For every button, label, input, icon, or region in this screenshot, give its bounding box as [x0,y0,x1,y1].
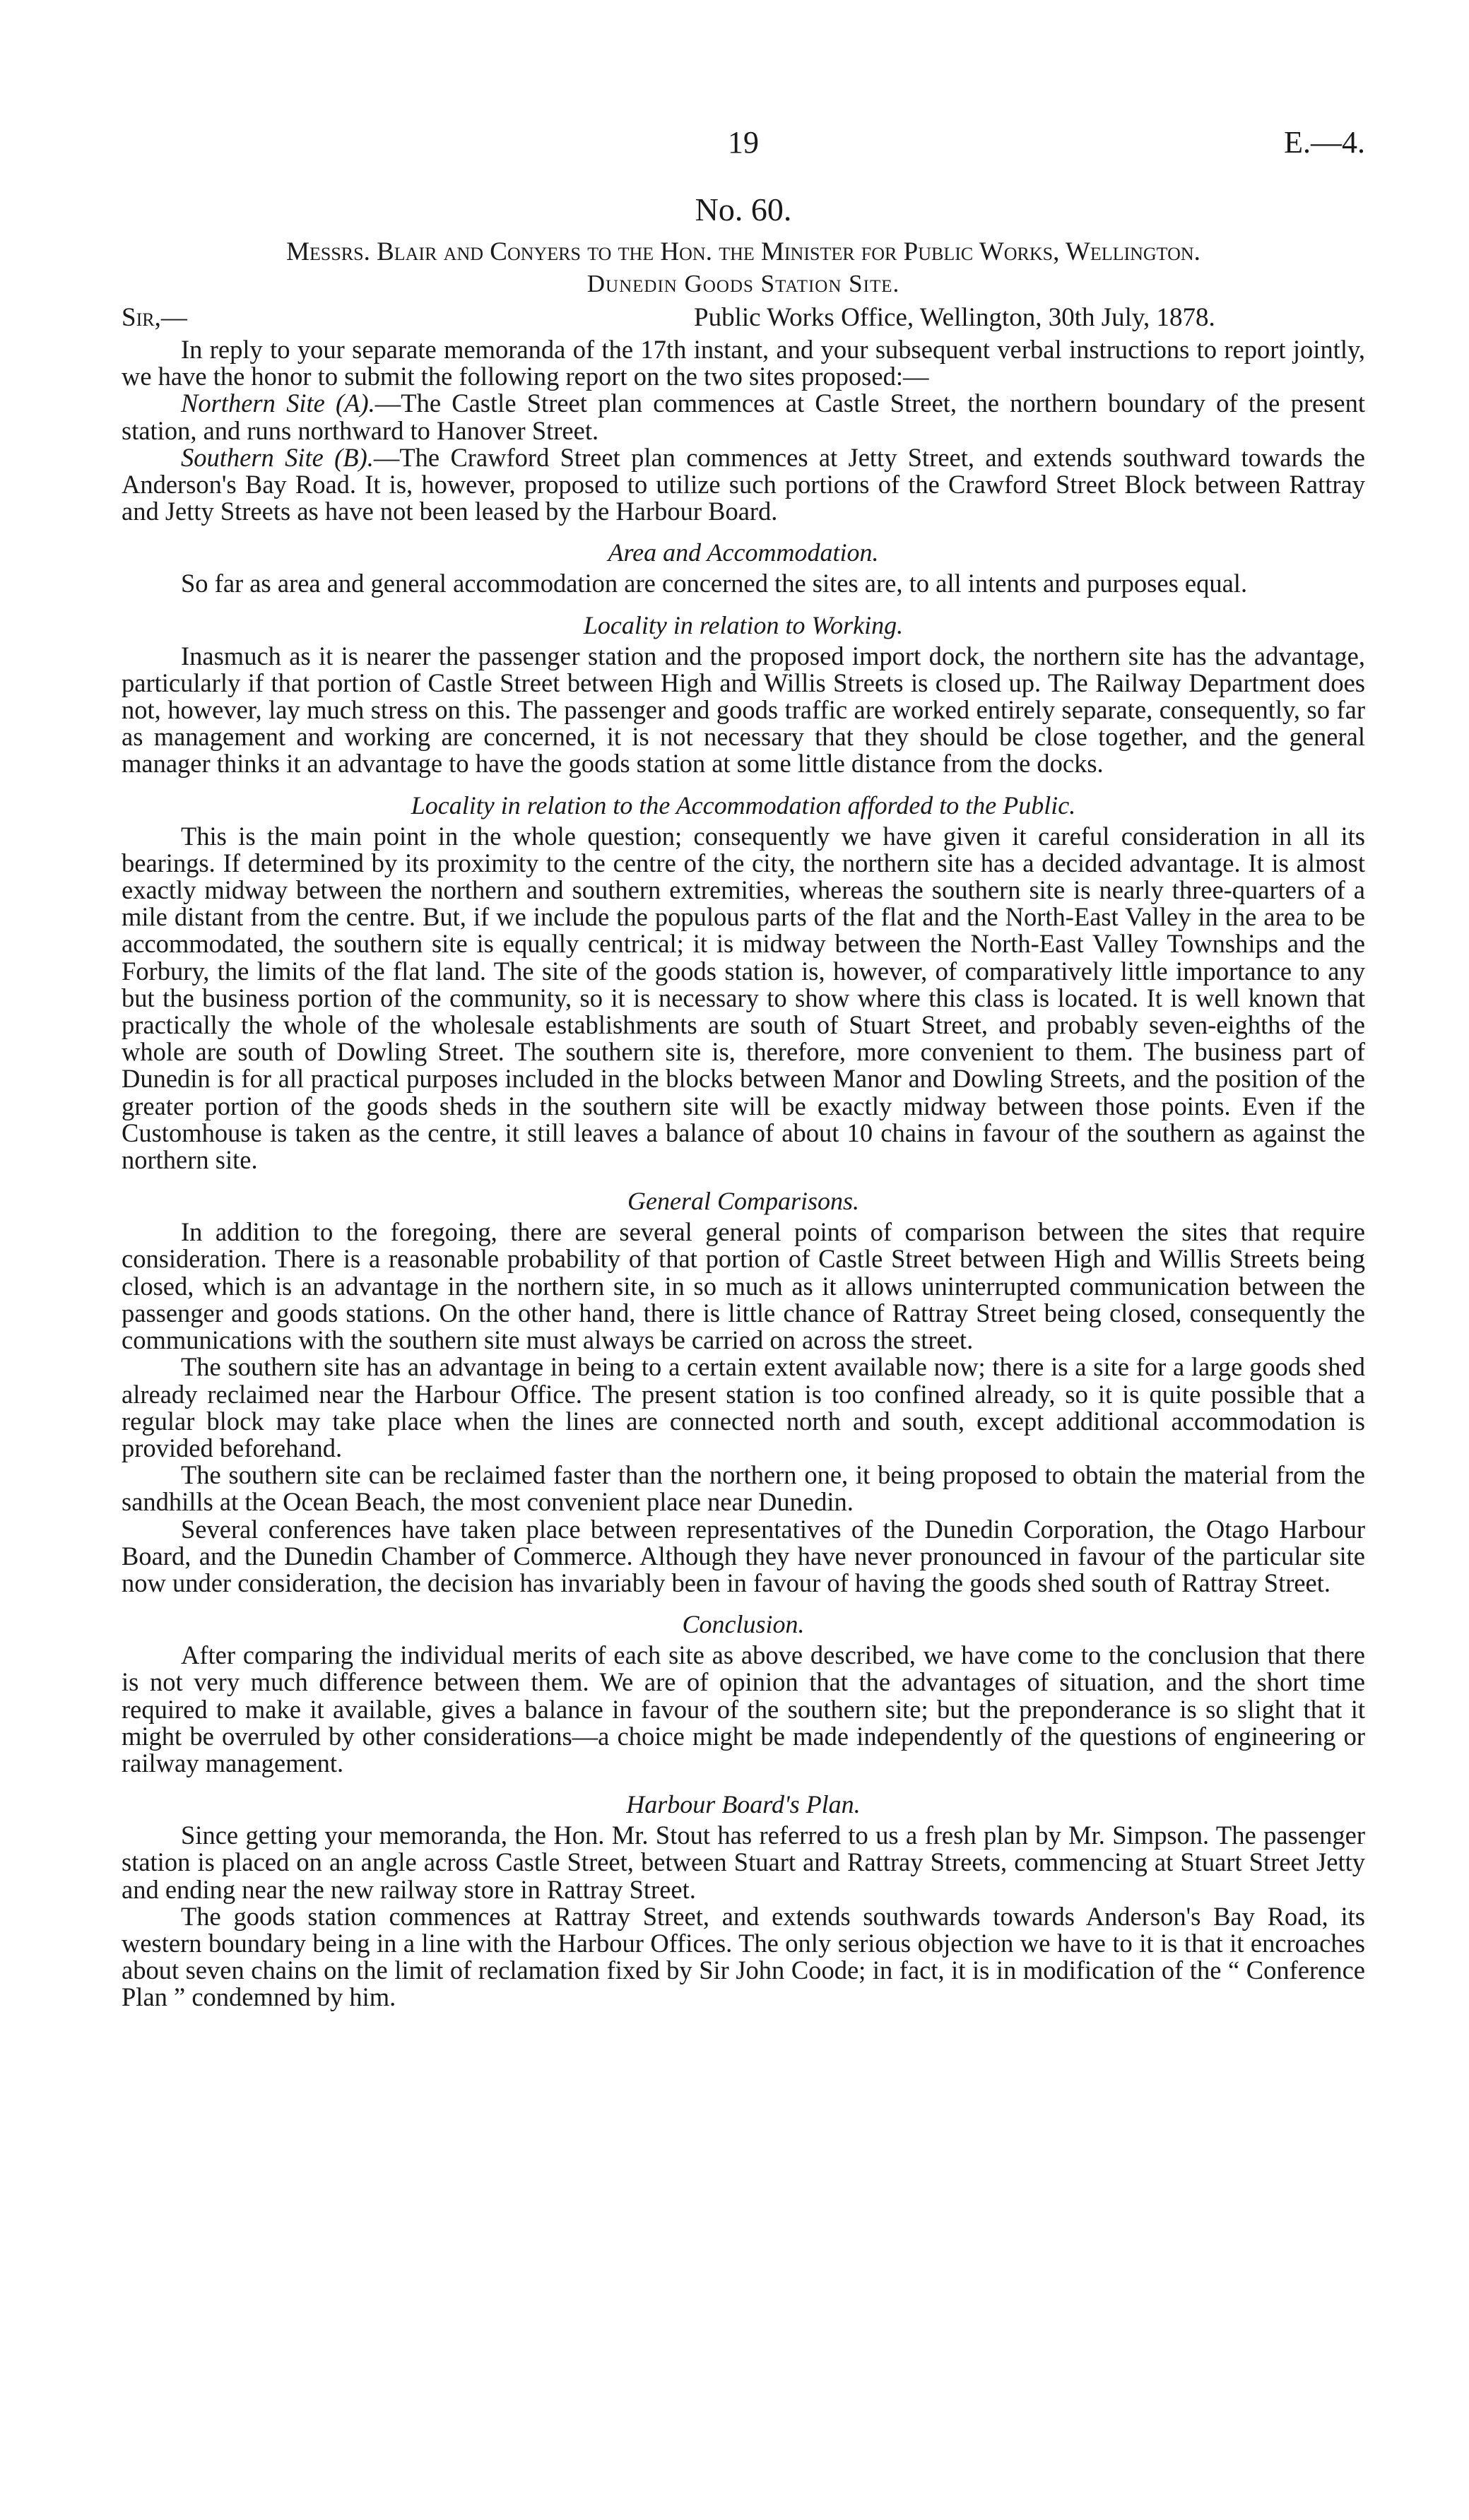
general-paragraph-1: In addition to the foregoing, there are several general points of comparison between the sites that require consideration. There is a reasonable probability of that portion of Castle Street between High and Willis Streets being closed, which is an advantage in the northern site, in so much as it allows uninterrupted communication between the passenger and goods stations. On the other hand, there is little chance of Rattray Street being closed, consequently the communications with the southern site must always be carried on across the street. [122,1217,1365,1355]
northern-site-text: —The Castle Street plan commences at Castle Street, the northern boundary of the present station, and runs northward to Hanover Street. [122,389,1365,445]
dateline: Public Works Office, Wellington, 30th July, 1878. [694,303,1215,332]
general-paragraph-4: Several conferences have taken place between representatives of the Dunedin Corporation, the Otago Harbour Board, and the Dunedin Chamber of Commerce. Although they have never pronounced in favour of the particular site now under consideration, the decision has invariably been in favour of having the goods shed south of Rattray Street. [122,1514,1365,1597]
public-paragraph: This is the main point in the whole question; consequently we have given it careful consideration in all its bearings. If determined by its proximity to the centre of the city, the northern site has a decided advantage. It is almost exactly midway between the northern and southern extremities, whereas the southern site is nearly three-quarters of a mile distant from the centre. But, if we include the populous parts of the flat and the North-East Valley in the area to be accommodated, the southern site is equally centrical; it is midway between the North-East Valley Townships and the Forbury, the limits of the flat land. The site of the goods station is, however, of comparatively little importance to any but the business portion of the community, so it is necessary to show where this class is located. It is well known that practically the whole of the wholesale establishments are south of Stuart Street, and probably seven-eighths of the whole are south of Dowling Street. The southern site is, therefore, more convenient to them. The business part of Dunedin is for all practical purposes included in the blocks between Manor and Dowling Streets, and the position of the greater portion of the goods sheds in the southern site will be exactly midway between those points. Even if the Customhouse is taken as the centre, it still leaves a balance of about 10 chains in favour of the southern as against the northern site. [122,821,1365,1175]
harbour-paragraph-1: Since getting your memoranda, the Hon. Mr. Stout has referred to us a fresh plan by Mr. Simpson. The passenger station is placed on an angle across Castle Street, between Stuart and Rattray Streets, commencing at Stuart Street Jetty and ending near the new railway store in Rattray Street. [122,1821,1365,1904]
conclusion-paragraph: After comparing the individual merits of each site as above described, we have come to the conclusion that there is not very much difference between them. We are of opinion that the advantages of situation, and the short time required to make it available, gives a balance in favour of the southern site; but the preponderance is so slight that it might be overruled by other considerations—a choice might be made independently of the questions of engineering or railway management. [122,1640,1365,1777]
letter-number: No. 60. [695,191,792,227]
southern-site-paragraph [122,444,1365,526]
working-paragraph: Inasmuch as it is nearer the passenger station and the proposed import dock, the northern site has the advantage, particularly if that portion of Castle Street between High and Willis Streets is closed up. The Railway Department does not, however, lay much stress on this. The passenger and goods traffic are worked entirely separate, consequently, so far as management and working are concerned, it is not necessary that they should be close together, and the general manager thinks it an advantage to have the goods station at some little distance from the docks. [122,641,1365,779]
southern-site-label: Southern Site (B). [181,442,374,472]
harbour-paragraph-2: The goods station commences at Rattray Street, and extends southwards towards Anderson's Bay Road, its western boundary being in a line with the Harbour Offices. The only serious objection we have to it is that it encroaches about seven chains on the limit of reclamation fixed by Sir John Coode; in fact, it is in modification of the “ Conference Plan ” condemned by him. [122,1901,1365,2012]
document-page [122,120,1365,2011]
salutation: Sir,— [122,303,187,332]
intro-paragraph: In reply to your separate memoranda of the 17th instant, and your subsequent verbal instructions to report jointly, we have the honor to submit the following report on the two sites proposed:— [122,335,1365,391]
area-paragraph: So far as area and general accommodation are concerned the sites are, to all intents and purposes equal. [181,569,1248,598]
heading-general: General Comparisons. [627,1187,859,1216]
heading-public: Locality in relation to the Accommodation afforded to the Public. [411,791,1076,820]
heading-working: Locality in relation to Working. [583,610,904,639]
northern-site-paragraph [122,390,1365,444]
letter-from-line: Messrs. Blair and Conyers to the Hon. the Minister for Public Works, Wellington. [286,237,1200,266]
heading-harbour: Harbour Board's Plan. [626,1790,861,1819]
heading-conclusion: Conclusion. [682,1610,805,1639]
document-reference: E.—4. [1284,125,1365,160]
heading-area: Area and Accommodation. [608,538,879,567]
page-number: 19 [728,125,759,160]
general-paragraph-3: The southern site can be reclaimed faster than the northern one, it being proposed to obtain the material from the sandhills at the Ocean Beach, the most convenient place near Dunedin. [122,1460,1365,1517]
page-header [122,120,1365,177]
salutation-line [122,302,1365,336]
letter-subject: Dunedin Goods Station Site. [586,270,900,297]
southern-site-text: —The Crawford Street plan commences at Jetty Street, and extends southward towards the Anderson's Bay Road. It is, however, proposed to utilize such portions of the Crawford Street Block between Rattray and Jetty Streets as have not been leased by the Harbour Board. [122,442,1365,526]
general-paragraph-2: The southern site has an advantage in being to a certain extent available now; there is a site for a large goods shed already reclaimed near the Harbour Office. The present station is too confined already, so it is quite possible that a regular block may take place when the lines are connected north and south, except additional accommodation is provided beforehand. [122,1352,1365,1462]
northern-site-label: Northern Site (A). [181,389,375,418]
